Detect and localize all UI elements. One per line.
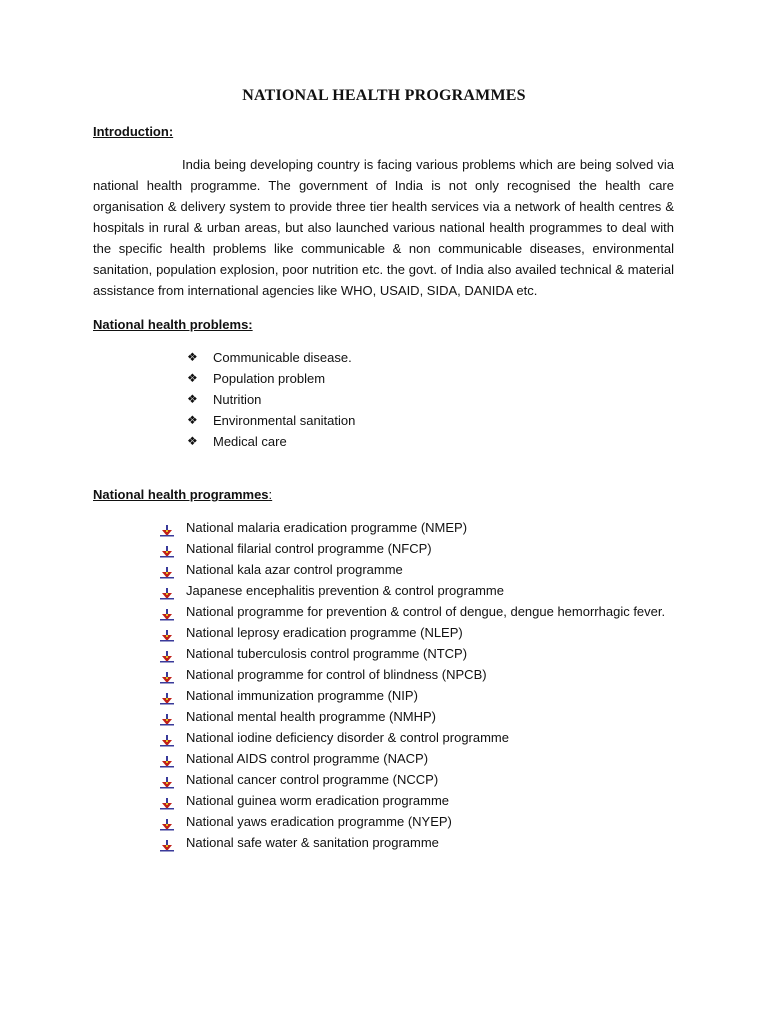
diamond-bullet-icon: ❖ bbox=[187, 434, 198, 448]
problem-item-text: Nutrition bbox=[213, 392, 262, 407]
programme-item-text: National safe water & sanitation programme bbox=[186, 835, 439, 850]
diamond-bullet-icon: ❖ bbox=[187, 413, 198, 427]
programme-item-text: National filarial control programme (NFCP) bbox=[186, 541, 432, 556]
programme-item-text: Japanese encephalitis prevention & control programme bbox=[186, 583, 504, 598]
down-arrow-bullet-icon bbox=[160, 690, 174, 702]
down-arrow-bullet-icon bbox=[160, 816, 174, 828]
down-arrow-bullet-icon bbox=[160, 522, 174, 534]
programme-item-text: National iodine deficiency disorder & control programme bbox=[186, 730, 509, 745]
down-arrow-bullet-icon bbox=[160, 669, 174, 681]
introduction-paragraph: India being developing country is facing various problems which are being solved via national health programme. The government of India is not only recognised the health care organisation & delivery system to provide three tier health services via a network of health centres & hospitals in rural & urban areas, but also launched various national health programmes to deal with the specific health problems like communicable & non communicable diseases, environmental sanitation, population explosion, poor nutrition etc. the govt. of India also availed technical & material assistance from international agencies like WHO, USAID, SIDA, DANIDA etc. bbox=[93, 157, 674, 298]
problem-item-text: Medical care bbox=[213, 434, 287, 449]
programme-item-text: National programme for prevention & control of dengue, dengue hemorrhagic fever. bbox=[186, 604, 666, 619]
down-arrow-bullet-icon bbox=[160, 627, 174, 639]
problem-item-text: Communicable disease. bbox=[213, 350, 352, 365]
programme-item-text: National kala azar control programme bbox=[186, 562, 403, 577]
programme-item-text: National immunization programme (NIP) bbox=[186, 688, 418, 703]
down-arrow-bullet-icon bbox=[160, 732, 174, 744]
problem-item-text: Environmental sanitation bbox=[213, 413, 356, 428]
programme-item-text: National mental health programme (NMHP) bbox=[186, 709, 436, 724]
problems-heading: National health problems: bbox=[93, 317, 253, 332]
down-arrow-bullet-icon bbox=[160, 837, 174, 849]
down-arrow-bullet-icon bbox=[160, 585, 174, 597]
problem-item-text: Population problem bbox=[213, 371, 326, 386]
introduction-heading: Introduction: bbox=[93, 124, 174, 139]
programmes-heading-colon: : bbox=[268, 487, 273, 502]
down-arrow-bullet-icon bbox=[160, 606, 174, 618]
programme-item-text: National AIDS control programme (NACP) bbox=[186, 751, 429, 766]
down-arrow-bullet-icon bbox=[160, 774, 174, 786]
programme-item-text: National malaria eradication programme (NMEP) bbox=[186, 520, 468, 535]
programmes-heading-text: National health programmes bbox=[93, 487, 269, 502]
programme-item-text: National leprosy eradication programme (NLEP) bbox=[186, 625, 463, 640]
programmes-heading bbox=[93, 487, 272, 502]
diamond-bullet-icon: ❖ bbox=[187, 371, 198, 385]
document-title: NATIONAL HEALTH PROGRAMMES bbox=[242, 87, 526, 104]
down-arrow-bullet-icon bbox=[160, 795, 174, 807]
down-arrow-bullet-icon bbox=[160, 711, 174, 723]
diamond-bullet-icon: ❖ bbox=[187, 392, 198, 406]
diamond-bullet-icon: ❖ bbox=[187, 350, 198, 364]
programme-item-text: National programme for control of blindness (NPCB) bbox=[186, 667, 487, 682]
programme-item-text: National tuberculosis control programme (NTCP) bbox=[186, 646, 468, 661]
programme-item-text: National cancer control programme (NCCP) bbox=[186, 772, 439, 787]
down-arrow-bullet-icon bbox=[160, 543, 174, 555]
programme-item-text: National guinea worm eradication programme bbox=[186, 793, 450, 808]
down-arrow-bullet-icon bbox=[160, 564, 174, 576]
down-arrow-bullet-icon bbox=[160, 753, 174, 765]
down-arrow-bullet-icon bbox=[160, 648, 174, 660]
programme-item-text: National yaws eradication programme (NYEP) bbox=[186, 814, 452, 829]
